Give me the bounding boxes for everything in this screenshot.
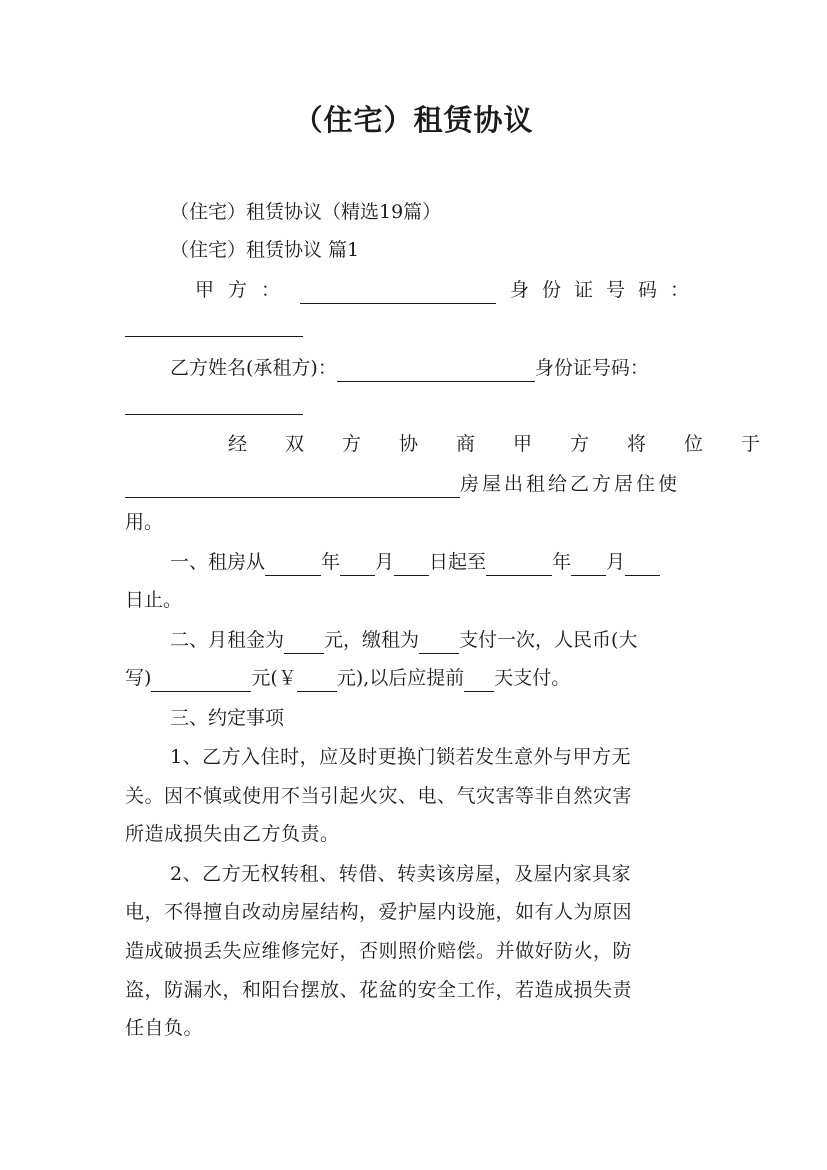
party-a-id-label: 身份证号码： [510,279,703,301]
clause-2-line: 盗，防漏水，和阳台摆放、花盆的安全工作，若造成损失责 [125,979,633,1001]
party-a-row [195,276,703,304]
rent-unit: 元，缴租为 [324,629,420,651]
rent-write: 写) [125,667,152,689]
term-year2-label: 年 [552,551,572,573]
term-month2-blank [571,555,606,576]
term-month-blank [340,555,375,576]
term-end: 日止。 [125,589,183,611]
location-intro: 经双方协商甲方将位于 [228,433,799,455]
clause-1-line: 关。因不慎或使用不当引起火灾、电、气灾害等非自然灾害 [125,785,633,807]
document-subtitle: （住宅）租赁协议（精选19篇） [170,201,442,223]
clause-2-line: 任自负。 [125,1017,204,1039]
rent-days-blank [464,671,494,692]
clause-2-line: 2、乙方无权转租、转借、转卖该房屋，及屋内家具家 [170,863,632,885]
clause-2-line: 电，不得擅自改动房屋结构，爱护屋内设施，如有人为原因 [125,901,633,923]
rent-prefix: 二、月租金为 [170,629,285,651]
rent-number-blank [297,671,337,692]
rent-capital-blank [151,671,251,692]
term-row [170,548,660,576]
location-row [125,470,680,498]
term-day-from-label: 日起至 [429,551,487,573]
rent-yuan: 元(￥ [251,667,297,689]
term-year-blank [265,555,321,576]
term-year-label: 年 [321,551,341,573]
term-month2-label: 月 [606,551,626,573]
section-heading: （住宅）租赁协议 篇1 [170,239,360,261]
party-a-name-blank [300,283,496,304]
rent-period-blank [419,633,459,654]
term-day2-blank [625,555,660,576]
term-day-blank [394,555,429,576]
clause-2-line: 造成破损丢失应维修完好，否则照价赔偿。并做好防火，防 [125,940,633,962]
term-year2-blank [486,555,552,576]
rent-yuan-2: 元),以后应提前 [336,667,465,689]
clause-1-line: 1、乙方入住时，应及时更换门锁若发生意外与甲方无 [170,746,632,768]
location-blank [125,477,460,498]
term-month-label: 月 [375,551,395,573]
rent-row-2 [125,664,570,692]
party-b-id-blank-row [125,394,303,423]
party-b-id-label: 身份证号码： [534,357,649,379]
party-b-name-blank [337,361,535,382]
document-title: （住宅）租赁协议 [293,103,534,137]
party-a-id-blank-row [125,316,303,345]
rent-amount-blank [284,633,324,654]
terms-heading: 三、约定事项 [170,707,285,729]
location-tail-2: 用。 [125,511,164,533]
party-a-id-blank [125,316,303,337]
clause-1-line: 所造成损失由乙方负责。 [125,823,340,845]
term-prefix: 一、租房从 [170,551,266,573]
party-b-id-blank [125,394,303,415]
rent-pay: 支付一次，人民币(大 [459,629,638,651]
party-b-label: 乙方姓名(承租方)： [170,357,337,379]
party-a-label: 甲方： [195,279,295,301]
rent-row [170,626,637,654]
party-b-row [170,354,649,382]
location-tail: 房屋出租给乙方居住使 [460,473,681,495]
rent-days: 天支付。 [494,667,571,689]
